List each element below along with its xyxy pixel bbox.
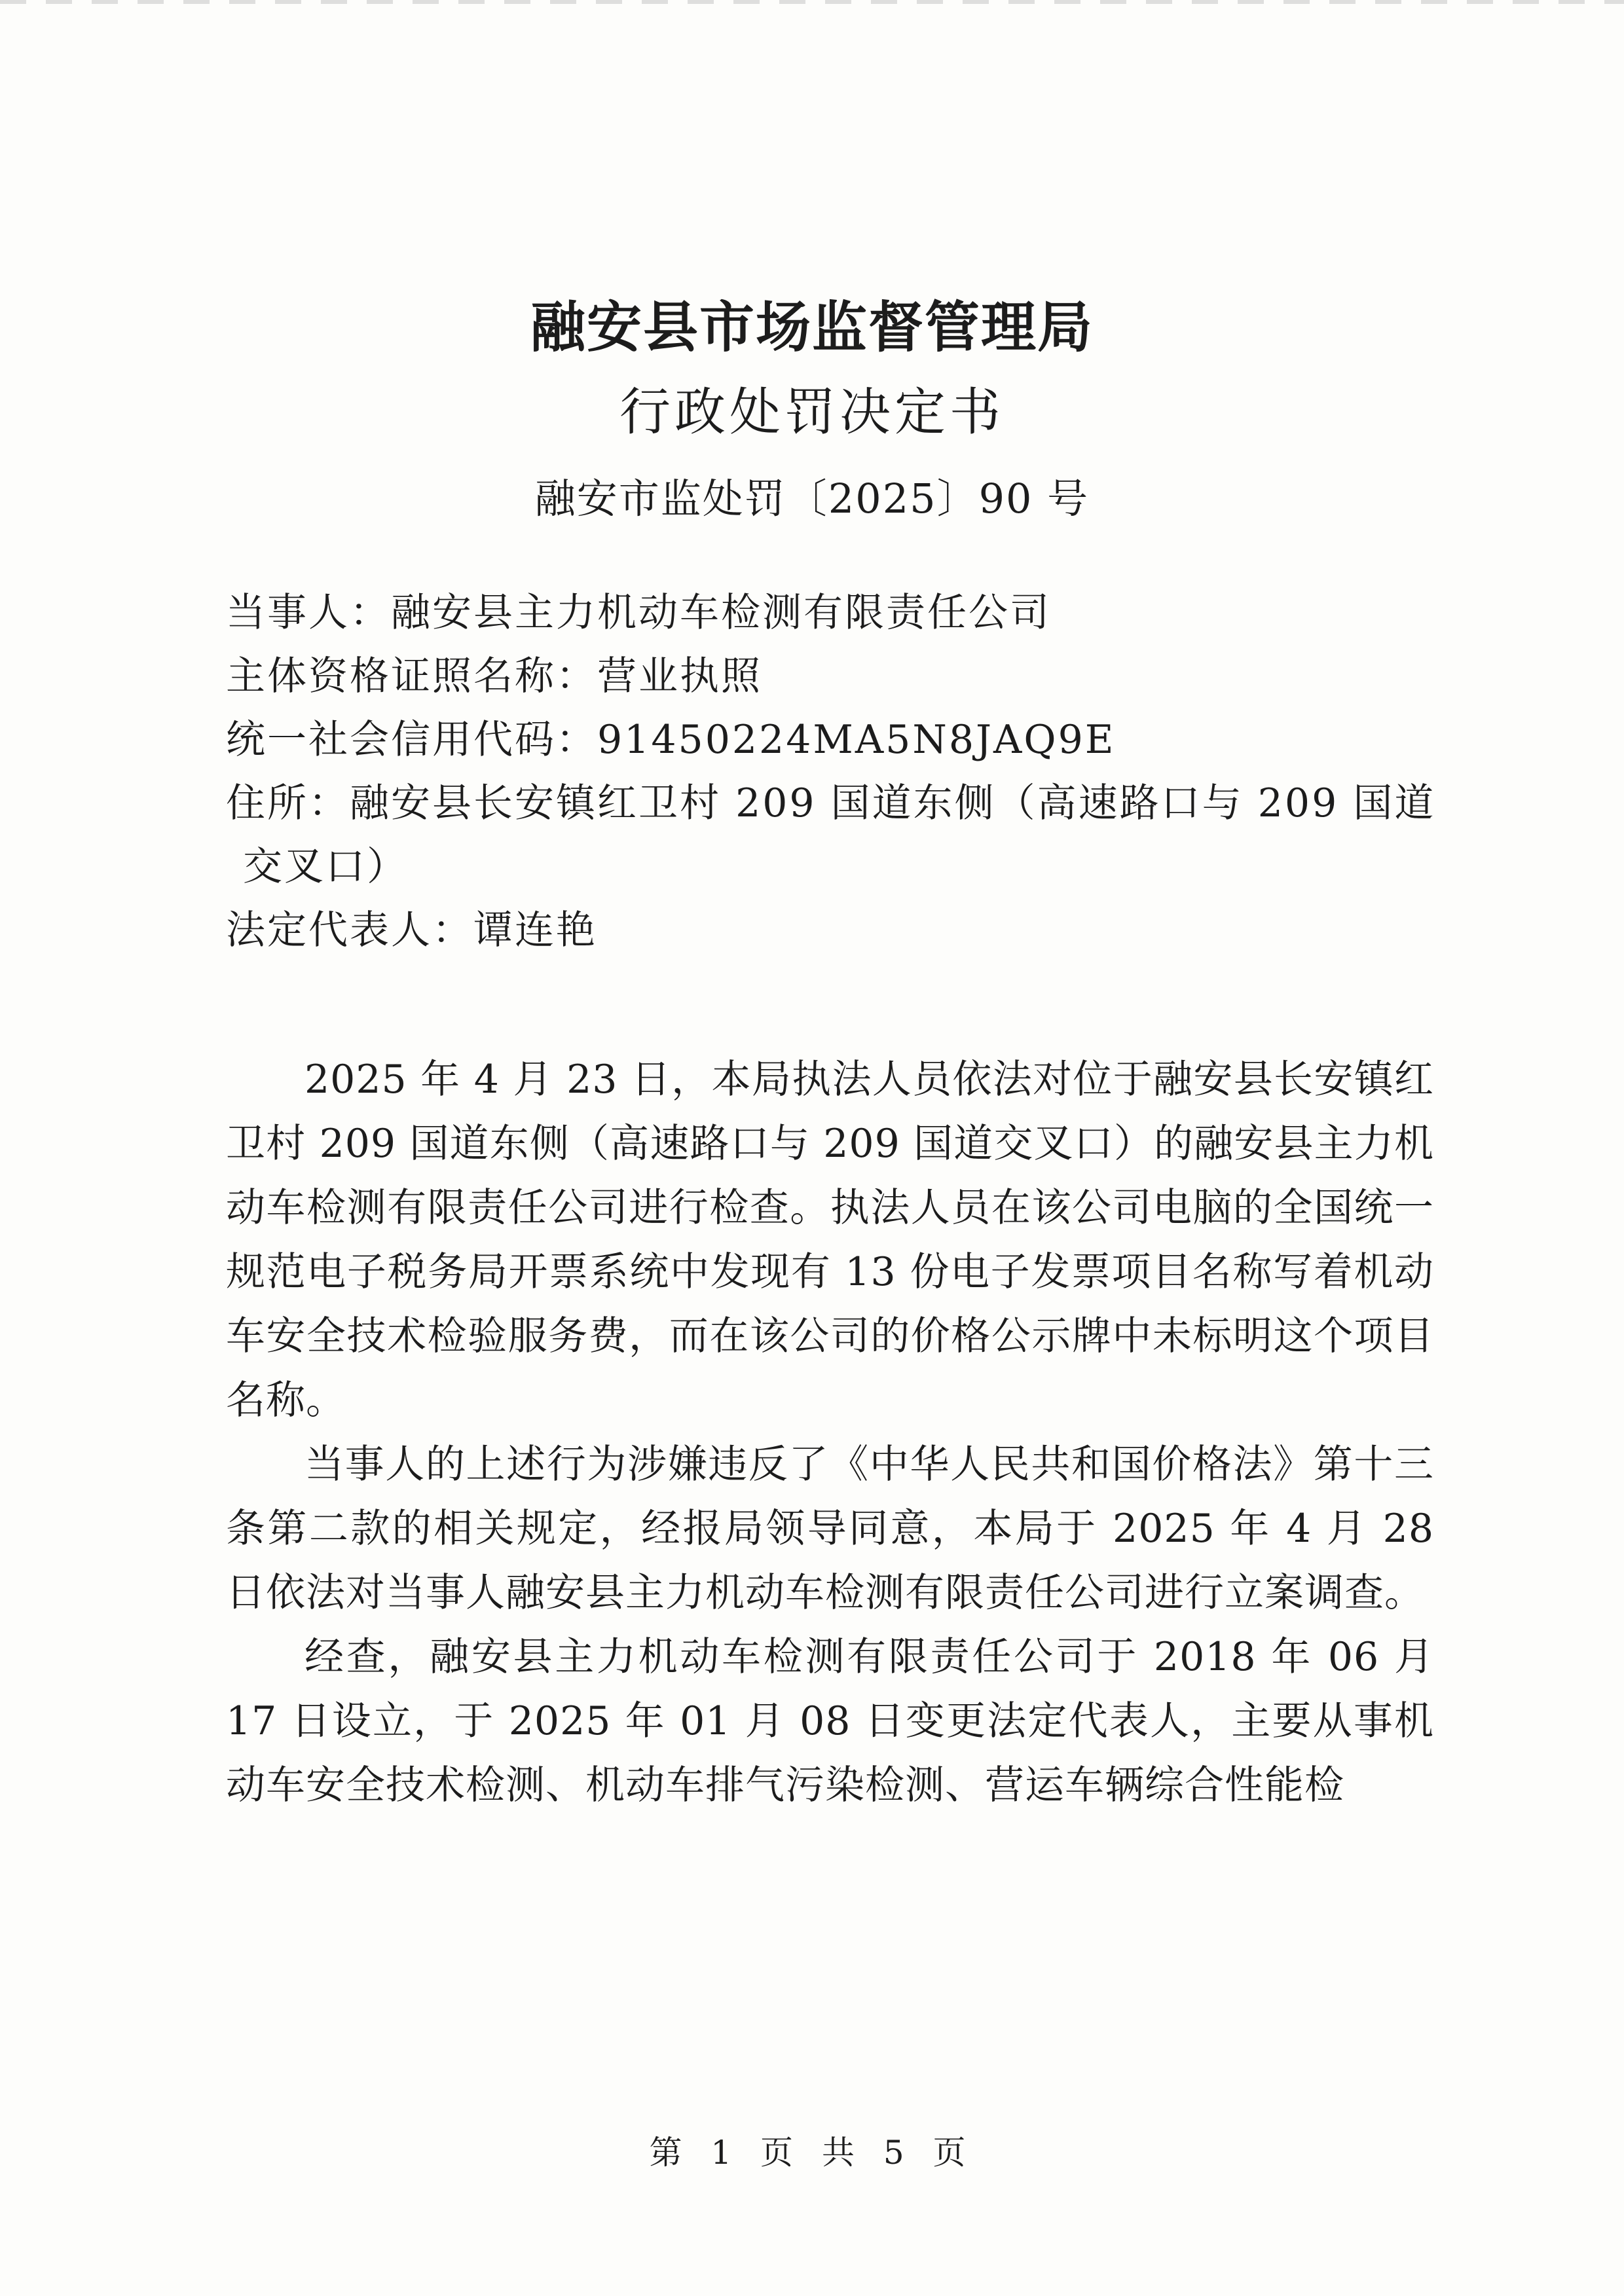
party-line: 当事人：融安县主力机动车检测有限责任公司 — [226, 590, 1051, 636]
org-title: 融安县市场监督管理局 — [530, 295, 1094, 359]
credit-code-line: 统一社会信用代码：91450224MA5N8JAQ9E — [226, 717, 1116, 763]
address-line-2: 交叉口） — [243, 844, 408, 890]
legal-rep-line: 法定代表人：谭连艳 — [226, 907, 597, 953]
document-header — [0, 288, 1624, 532]
document-body — [226, 1048, 1434, 1817]
page-number: 第 1 页 共 5 页 — [649, 2134, 975, 2172]
license-name-line: 主体资格证照名称：营业执照 — [226, 653, 762, 699]
doc-type-title: 行政处罚决定书 — [619, 383, 1005, 442]
party-info — [226, 581, 1437, 962]
body-paragraph-investigation: 经查，融安县主力机动车检测有限责任公司于 2018 年 06 月 17 日设立，于 2025 年 01 月 08 日变更法定代表人，主要从事机动车安全技术检测、机动车排气污染检测、营运车辆综合性能检 — [226, 1634, 1434, 1808]
document-number: 融安市监处罚〔2025〕90 号 — [534, 475, 1090, 522]
body-paragraph-case-filing: 当事人的上述行为涉嫌违反了《中华人民共和国价格法》第十三条第二款的相关规定，经报局领导同意，本局于 2025 年 4 月 28 日依法对当事人融安县主力机动车检测有限责任公司进行立案调查。 — [226, 1442, 1434, 1616]
address-line-1: 住所：融安县长安镇红卫村 209 国道东侧（高速路口与 209 国道 — [226, 780, 1436, 826]
body-paragraph-inspection: 2025 年 4 月 23 日，本局执法人员依法对位于融安县长安镇红卫村 209 国道东侧（高速路口与 209 国道交叉口）的融安县主力机动车检测有限责任公司进行检查。执法人员在该公司电脑的全国统一规范电子税务局开票系统中发现有 13 份电子发票项目名称写着机动车安全技术检验服务费，而在该公司的价格公示牌中未标明这个项目名称。 — [226, 1057, 1434, 1423]
scan-edge — [0, 0, 1624, 4]
